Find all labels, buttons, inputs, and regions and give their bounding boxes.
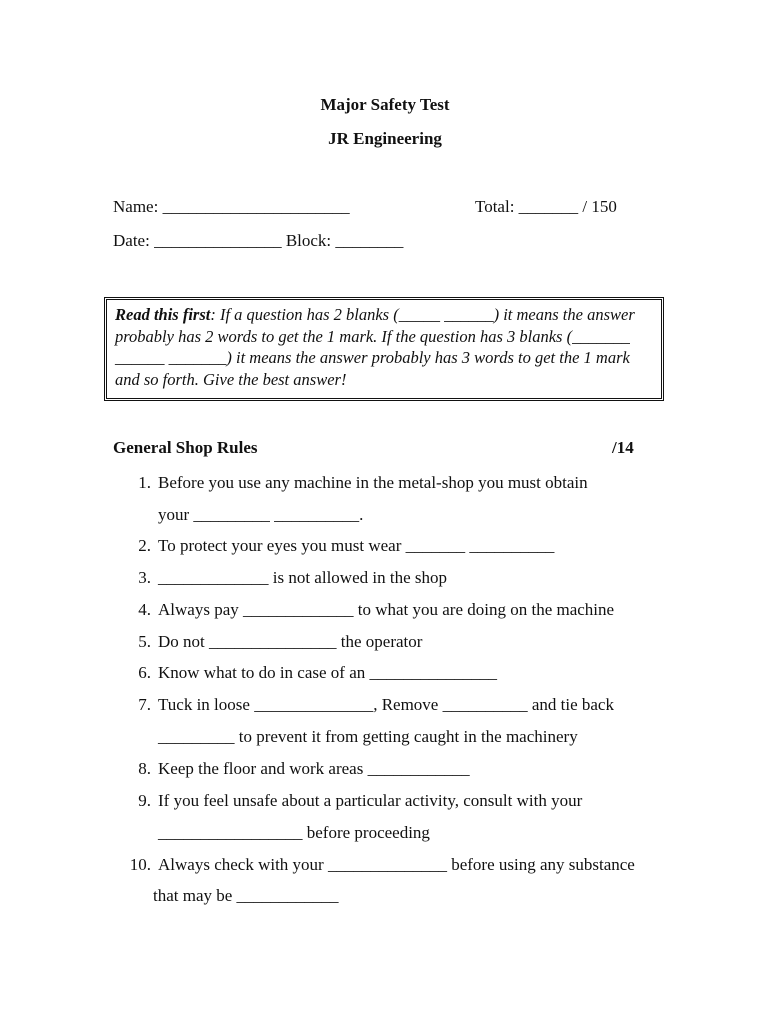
section-title: General Shop Rules xyxy=(113,438,258,457)
section-score: /14 xyxy=(612,438,634,457)
question-number: 1. xyxy=(138,473,151,492)
name-field: Name: ______________________ xyxy=(113,197,350,216)
question-text: To protect your eyes you must wear _______ __________ xyxy=(158,536,555,555)
instructions-lead: Read this first xyxy=(115,305,211,324)
instructions-box xyxy=(104,297,664,401)
question-text: Know what to do in case of an _______________ xyxy=(158,663,498,682)
question-number: 3. xyxy=(138,568,151,587)
page-subtitle: JR Engineering xyxy=(328,129,442,148)
question-number: 5. xyxy=(138,632,151,651)
total-field: Total: _______ / 150 xyxy=(475,197,617,216)
question-number: 6. xyxy=(138,663,151,682)
question-text: Always check with your ______________ before using any substance xyxy=(158,855,635,874)
question-text: Tuck in loose ______________, Remove __________ and tie back xyxy=(158,695,614,714)
instructions-body: : If a question has 2 blanks (_____ ______) it means the answer probably has 2 words to get the 1 mark. If the question has 3 blanks (_______ ______ _______) it means the answer probably has 3 words to get the 1 mark and so forth. Give the best answer! xyxy=(115,305,635,389)
question-continuation: that may be ____________ xyxy=(153,886,339,905)
question-text: Do not _______________ the operator xyxy=(158,632,423,651)
page-title: Major Safety Test xyxy=(320,95,450,114)
question-number: 9. xyxy=(138,791,151,810)
question-text: Before you use any machine in the metal-shop you must obtain xyxy=(158,473,588,492)
question-continuation: _________________ before proceeding xyxy=(158,823,430,842)
question-number: 10. xyxy=(129,855,151,874)
question-number: 7. xyxy=(138,695,151,714)
question-number: 4. xyxy=(138,600,151,619)
question-text: Keep the floor and work areas ____________ xyxy=(158,759,470,778)
question-text: _____________ is not allowed in the shop xyxy=(158,568,447,587)
question-number: 8. xyxy=(138,759,151,778)
question-continuation: _________ to prevent it from getting caught in the machinery xyxy=(158,727,578,746)
question-continuation: your _________ __________. xyxy=(158,505,364,524)
question-text: Always pay _____________ to what you are doing on the machine xyxy=(158,600,615,619)
date-block-field: Date: _______________ Block: ________ xyxy=(113,231,404,250)
question-number: 2. xyxy=(138,536,151,555)
question-text: If you feel unsafe about a particular activity, consult with your xyxy=(158,791,583,810)
